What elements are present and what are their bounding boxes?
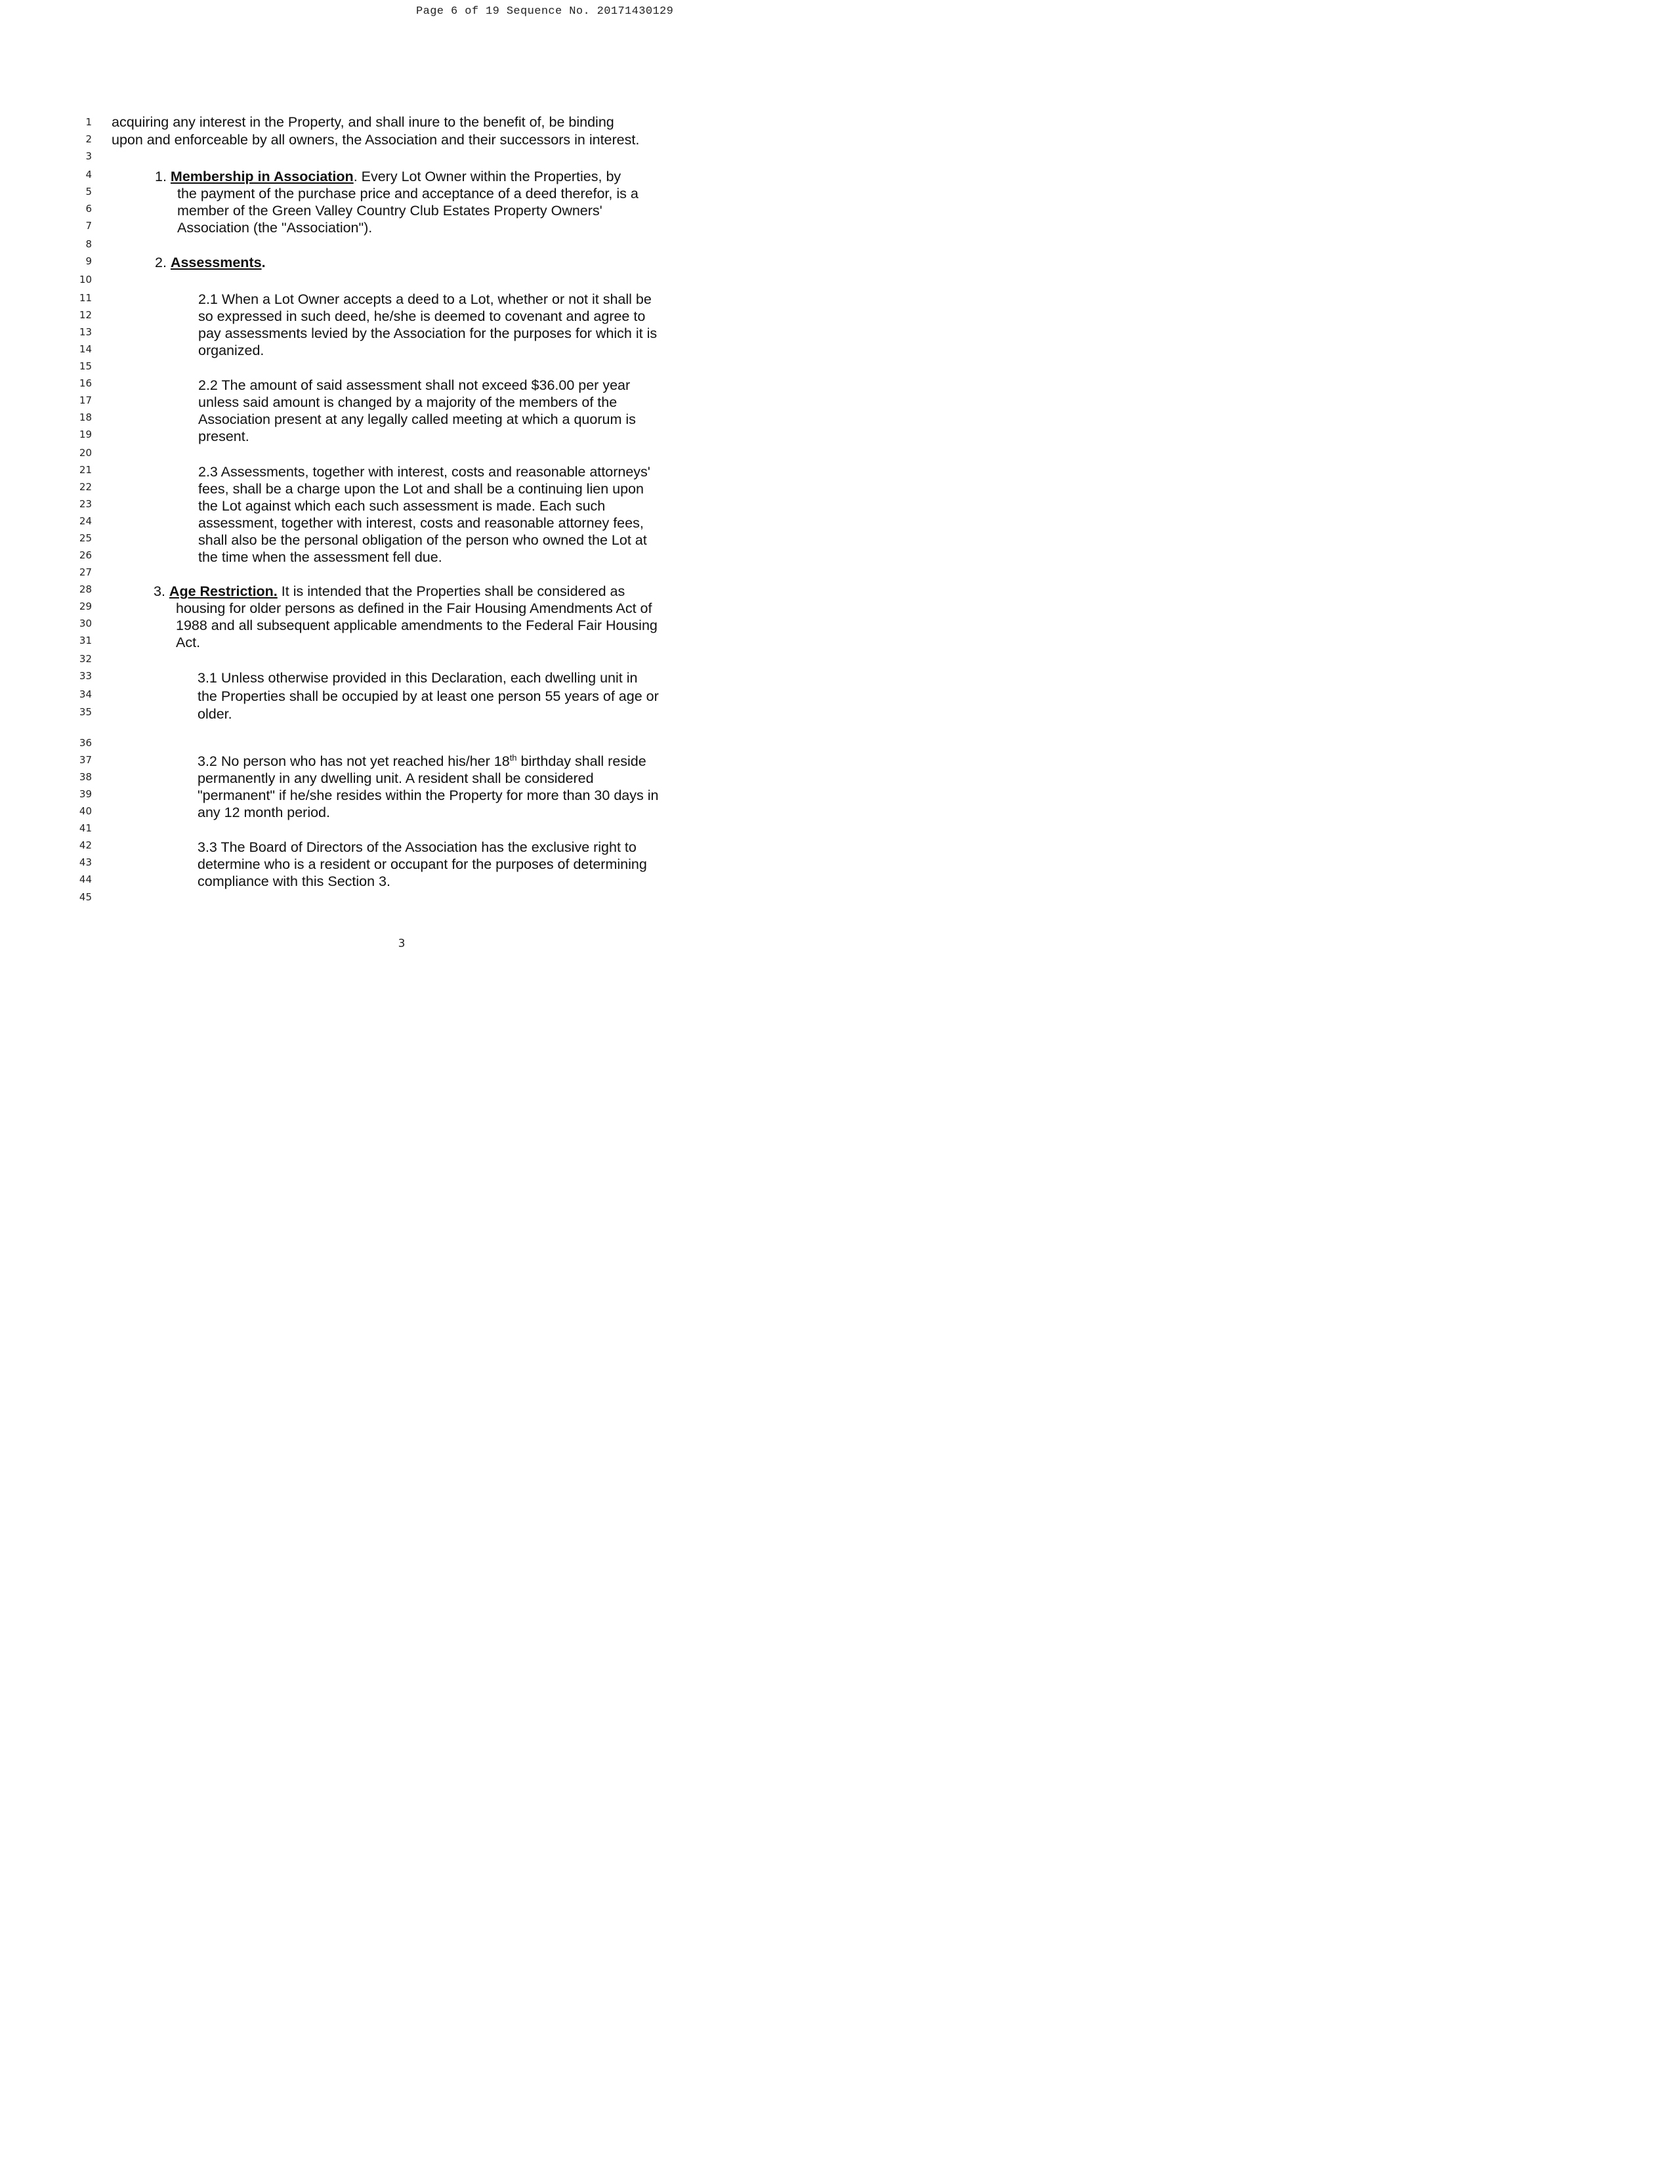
- line-number: 45: [79, 891, 92, 903]
- para-3-3-line-1: 3.3 The Board of Directors of the Association has the exclusive right to: [198, 839, 637, 855]
- line-number: 15: [79, 360, 92, 372]
- intro-line-1: acquiring any interest in the Property, and shall inure to the benefit of, be binding: [112, 114, 614, 130]
- line-number: 38: [79, 771, 92, 783]
- line-number: 34: [79, 688, 92, 700]
- section-2-title: Assessments: [170, 255, 262, 270]
- section-1-text-start: . Every Lot Owner within the Properties, by: [353, 169, 621, 184]
- line-number: 20: [79, 447, 92, 459]
- para-3-3-line-2: determine who is a resident or occupant for the purposes of determining: [198, 856, 647, 872]
- line-number: 30: [79, 618, 92, 629]
- para-3-1-line-3: older.: [198, 706, 232, 722]
- section-1-title: Membership in Association: [170, 169, 354, 184]
- line-number: 43: [79, 856, 92, 868]
- line-number: 4: [85, 169, 92, 180]
- section-1-line-4: Association (the "Association").: [177, 220, 373, 236]
- line-number: 40: [79, 805, 92, 817]
- line-number: 8: [85, 238, 92, 250]
- line-number: 28: [79, 583, 92, 595]
- section-3-line-4: Act.: [176, 635, 201, 650]
- page-number: 3: [398, 937, 406, 950]
- line-number: 7: [85, 220, 92, 232]
- section-3-heading-line: [154, 583, 625, 600]
- line-number: 3: [85, 150, 92, 162]
- line-number: 42: [79, 839, 92, 851]
- line-number: 5: [85, 186, 92, 198]
- section-1-line-3: member of the Green Valley Country Club Estates Property Owners': [177, 203, 602, 219]
- para-3-1-line-1: 3.1 Unless otherwise provided in this Declaration, each dwelling unit in: [198, 670, 638, 686]
- line-number: 37: [79, 754, 92, 766]
- line-number: 13: [79, 326, 92, 338]
- line-number: 16: [79, 377, 92, 389]
- line-number: 29: [79, 600, 92, 612]
- section-2-title-period: .: [261, 255, 266, 270]
- line-number: 9: [85, 255, 92, 267]
- line-number: 25: [79, 532, 92, 544]
- line-number: 18: [79, 411, 92, 423]
- section-1-number: 1.: [155, 169, 167, 184]
- line-number: 1: [85, 116, 92, 128]
- line-number: 14: [79, 343, 92, 355]
- para-2-3-line-3: the Lot against which each such assessment is made. Each such: [198, 498, 606, 514]
- para-3-1-line-2: the Properties shall be occupied by at least one person 55 years of age or: [198, 688, 659, 704]
- line-number: 26: [79, 549, 92, 561]
- para-3-3-line-3: compliance with this Section 3.: [198, 873, 390, 889]
- para-2-2-line-1: 2.2 The amount of said assessment shall not exceed $36.00 per year: [198, 377, 631, 393]
- line-number: 12: [79, 309, 92, 321]
- section-3-title: Age Restriction.: [169, 583, 278, 599]
- para-2-2-line-4: present.: [198, 429, 249, 444]
- line-number: 36: [79, 737, 92, 749]
- para-3-2-line-2: permanently in any dwelling unit. A resident shall be considered: [198, 770, 594, 786]
- line-number: 22: [79, 481, 92, 493]
- para-2-1-line-4: organized.: [198, 343, 264, 358]
- line-number: 33: [79, 670, 92, 682]
- para-3-2-text-b: birthday shall reside: [516, 753, 646, 769]
- para-2-3-line-5: shall also be the personal obligation of the person who owned the Lot at: [198, 532, 647, 548]
- para-2-3-line-6: the time when the assessment fell due.: [198, 549, 442, 565]
- para-2-2-line-3: Association present at any legally called meeting at which a quorum is: [198, 411, 636, 427]
- para-2-1-line-2: so expressed in such deed, he/she is deemed to covenant and agree to: [198, 308, 646, 324]
- section-2-heading-line: [155, 255, 266, 271]
- section-3-line-2: housing for older persons as defined in the Fair Housing Amendments Act of: [176, 600, 652, 616]
- line-number: 23: [79, 498, 92, 510]
- line-number: 24: [79, 515, 92, 527]
- line-number: 6: [85, 203, 92, 215]
- line-number: 27: [79, 566, 92, 578]
- line-number: 39: [79, 788, 92, 800]
- line-number: 11: [79, 292, 92, 304]
- para-2-3-line-1: 2.3 Assessments, together with interest, costs and reasonable attorneys': [198, 464, 650, 480]
- line-number: 44: [79, 873, 92, 885]
- para-2-3-line-2: fees, shall be a charge upon the Lot and shall be a continuing lien upon: [198, 481, 644, 497]
- para-2-1-line-3: pay assessments levied by the Association for the purposes for which it is: [198, 326, 658, 341]
- para-2-3-line-4: assessment, together with interest, costs and reasonable attorney fees,: [198, 515, 644, 531]
- section-3-number: 3.: [154, 583, 165, 599]
- document-header: Page 6 of 19 Sequence No. 20171430129: [416, 5, 674, 18]
- section-3-text-start: It is intended that the Properties shall be considered as: [277, 583, 625, 599]
- line-number: 10: [79, 274, 92, 285]
- line-number: 17: [79, 394, 92, 406]
- para-2-2-line-2: unless said amount is changed by a majority of the members of the: [198, 394, 618, 410]
- section-3-line-3: 1988 and all subsequent applicable amendments to the Federal Fair Housing: [176, 618, 658, 633]
- intro-line-2: upon and enforceable by all owners, the Association and their successors in interest.: [112, 132, 640, 148]
- para-2-1-line-1: 2.1 When a Lot Owner accepts a deed to a Lot, whether or not it shall be: [198, 291, 652, 307]
- para-3-2-line-4: any 12 month period.: [198, 805, 330, 820]
- para-3-2-line-3: "permanent" if he/she resides within the Property for more than 30 days in: [198, 788, 659, 803]
- ordinal-suffix: th: [509, 753, 517, 763]
- section-1-line-2: the payment of the purchase price and acceptance of a deed therefor, is a: [177, 186, 639, 201]
- line-number: 41: [79, 822, 92, 834]
- para-3-2-line-1: [198, 753, 646, 770]
- section-1-heading-line: [155, 169, 621, 185]
- line-number: 2: [85, 133, 92, 145]
- line-number: 31: [79, 635, 92, 646]
- line-number: 19: [79, 429, 92, 440]
- line-number: 21: [79, 464, 92, 476]
- line-number: 32: [79, 653, 92, 665]
- para-3-2-text-a: 3.2 No person who has not yet reached his/her 18: [198, 753, 510, 769]
- section-2-number: 2.: [155, 255, 167, 270]
- line-number: 35: [79, 706, 92, 718]
